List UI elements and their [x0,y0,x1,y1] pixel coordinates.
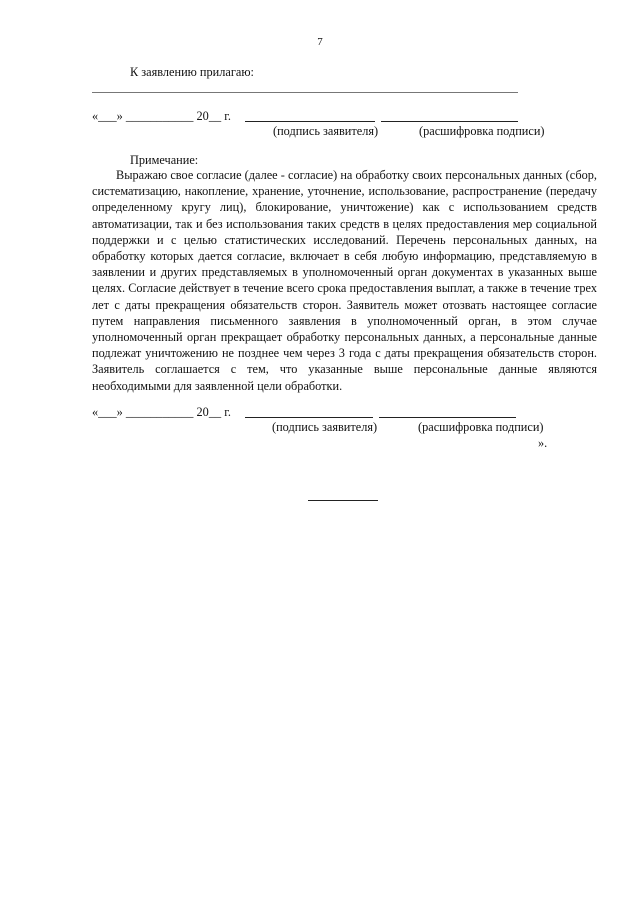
transcript-line [381,121,518,122]
date-line: «___» ___________ 20__ г. [92,109,231,123]
note-body: Выражаю свое согласие (далее - согласие) на обработку своих персональных данных (сбор, систематизацию, накопление, хранение, уточнение, использование, распространение (передачу определенному кругу лиц), блокирование, уничтожение) как с использованием средств автоматизации, так и без использования таких средств в целях предоставления мер социальной поддержки и с целью статистических исследований. Перечень персональных данных, на обработку которых дается согласие, включает в себя любую информацию, представляемую в заявлении и других представляемых в уполномоченный орган документах в указанных выше целях. Согласие действует в течение всего срока предоставления выплат, а также в течение трех лет с даты прекращения обязательств сторон. Заявитель может отозвать настоящее согласие путем направления письменного заявления в уполномоченный орган, в этом случае уполномоченный орган прекращает обработку персональных данных, а персональные данные подлежат уничтожению не позднее чем через 3 года с даты прекращения обязательств сторон. Заявитель соглашается с тем, что указанные выше персональные данные являются необходимыми для заявленной цели обработки. [92,168,597,393]
signature-caption: (подпись заявителя) [272,420,378,434]
transcript-caption: (расшифровка подписи) [418,420,544,434]
transcript-caption: (расшифровка подписи) [419,124,545,138]
note-title: Примечание: [130,153,199,167]
attachment-underline [92,92,518,93]
closing-mark: ». [538,436,548,450]
signature-block-1 [92,109,592,125]
attachment-label: К заявлению прилагаю: [130,65,254,79]
transcript-line [379,417,516,418]
end-rule [308,500,378,501]
date-line: «___» ___________ 20__ г. [92,405,231,419]
signature-caption: (подпись заявителя) [273,124,379,138]
page-number: 7 [317,36,323,48]
signature-line [245,417,373,418]
signature-block-2 [92,405,592,421]
signature-line [245,121,375,122]
